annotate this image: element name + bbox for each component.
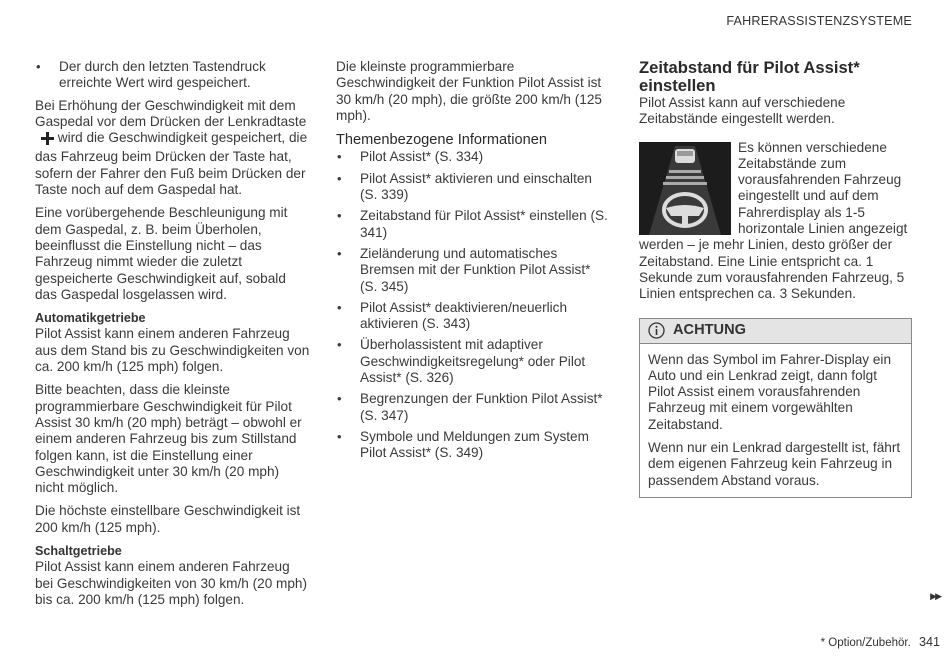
warning-body [640,344,911,497]
list-item: • Der durch den letzten Tastendruck erreichte Wert wird gespeichert. [35,59,310,92]
paragraph: Es können verschiedene Zeitabstände zum vorausfahrenden Fahrzeug eingestellt und auf dem Fahrerdisplay als 1-5 horizontale Linien angezeigt werden – je mehr Linien, desto größer der Zeitabstand. Eine Linie entspricht ca. 1 Sekunde zum vorausfahrenden Fahrzeug, 5 Linien entsprechen ca. 3 Sekunden. [639,139,908,302]
related-link[interactable]: • Überholassistent mit adaptiver Geschwindigkeitsregelung* oder Pilot Assist* (S. 326) [336,337,611,386]
warning-box [639,318,912,498]
plus-icon [41,132,54,149]
related-link[interactable]: • Zeitabstand für Pilot Assist* einstellen (S. 341) [336,208,611,241]
related-link[interactable]: • Pilot Assist* aktivieren und einschalten (S. 339) [336,171,611,204]
column-right [639,59,912,498]
subheading: Schaltgetriebe [35,544,122,559]
driver-display-illustration [639,142,731,235]
page-number: 341 [918,635,940,649]
paragraph-text: wird die Geschwindigkeit gespeichert, die das Fahrzeug beim Drücken der Taste hat, sofern der Fahrer den Fuß beim Drücken der Taste noch auf dem Gaspedal hat. [35,130,308,198]
illustrated-paragraph [639,140,912,303]
paragraph: Pilot Assist kann einem anderen Fahrzeug bei Geschwindigkeiten von 30 km/h (20 mph) bis ca. 200 km/h (125 mph) folgen. [35,559,308,607]
subheading: Automatikgetriebe [35,311,146,326]
related-link[interactable]: • Pilot Assist* deaktivieren/neuerlich aktivieren (S. 343) [336,300,611,333]
related-link[interactable]: • Zieländerung und automatisches Bremsen mit der Funktion Pilot Assist* (S. 345) [336,246,611,295]
warning-text: Wenn nur ein Lenkrad dargestellt ist, fährt dem eigenen Fahrzeug kein Fahrzeug in passendem Abstand voraus. [648,440,901,488]
section-title: FAHRERASSISTENZSYSTEME [726,14,912,28]
paragraph [35,98,310,199]
footnote: * Option/Zubehör. [820,637,911,649]
column-middle [336,59,611,462]
paragraph: Eine vorübergehende Beschleunigung mit dem Gaspedal, z. B. beim Überholen, beeinflusst die Einstellung nicht – das Fahrzeug nimmt wieder die zuletzt gespeicherte Geschwindigkeit auf, sobald das Gaspedal losgelassen wird. [35,205,288,302]
paragraph: Bitte beachten, dass die kleinste programmierbare Geschwindigkeit für Pilot Assist 30 km/h (20 mph) beträgt – obwohl er einem anderen Fahrzeug bis zum Stillstand folgen kann, ist die Einstellung einer Geschwindigkeit unter 30 km/h (20 mph) nicht möglich. [35,382,302,496]
related-link[interactable]: • Symbole und Meldungen zum System Pilot Assist* (S. 349) [336,429,611,462]
paragraph: Die höchste einstellbare Geschwindigkeit ist 200 km/h (125 mph). [35,503,301,535]
page-title: Zeitabstand für Pilot Assist* einstellen [639,58,860,95]
paragraph: Die kleinste programmierbare Geschwindigkeit der Funktion Pilot Assist ist 30 km/h (20 mph), die größte 200 km/h (125 mph). [336,59,602,123]
paragraph: Pilot Assist kann einem anderen Fahrzeug aus dem Stand bis zu Geschwindigkeiten von ca. 200 km/h (125 mph) folgen. [35,326,310,375]
warning-text: Wenn das Symbol im Fahrer-Display ein Auto und ein Lenkrad zeigt, dann folgt Pilot Assist einem vorausfahrenden Fahrzeug mit einem vorgewählten Zeitabstand. [648,351,892,432]
column-left [35,59,310,608]
warning-header [640,319,911,344]
warning-title: ACHTUNG [673,322,746,339]
related-info-heading: Themenbezogene Informationen [336,132,547,149]
continue-arrows-icon: ▶▶ [930,591,940,601]
related-link[interactable]: • Pilot Assist* (S. 334) [336,149,611,165]
intro-paragraph: Pilot Assist kann auf verschiedene Zeitabstände eingestellt werden. [639,95,846,127]
related-link[interactable]: • Begrenzungen der Funktion Pilot Assist* (S. 347) [336,391,611,424]
info-icon [648,322,665,339]
footer [821,634,940,651]
paragraph-text: Bei Erhöhung der Geschwindigkeit mit dem Gaspedal vor dem Drücken der Lenkradtaste [35,97,307,129]
